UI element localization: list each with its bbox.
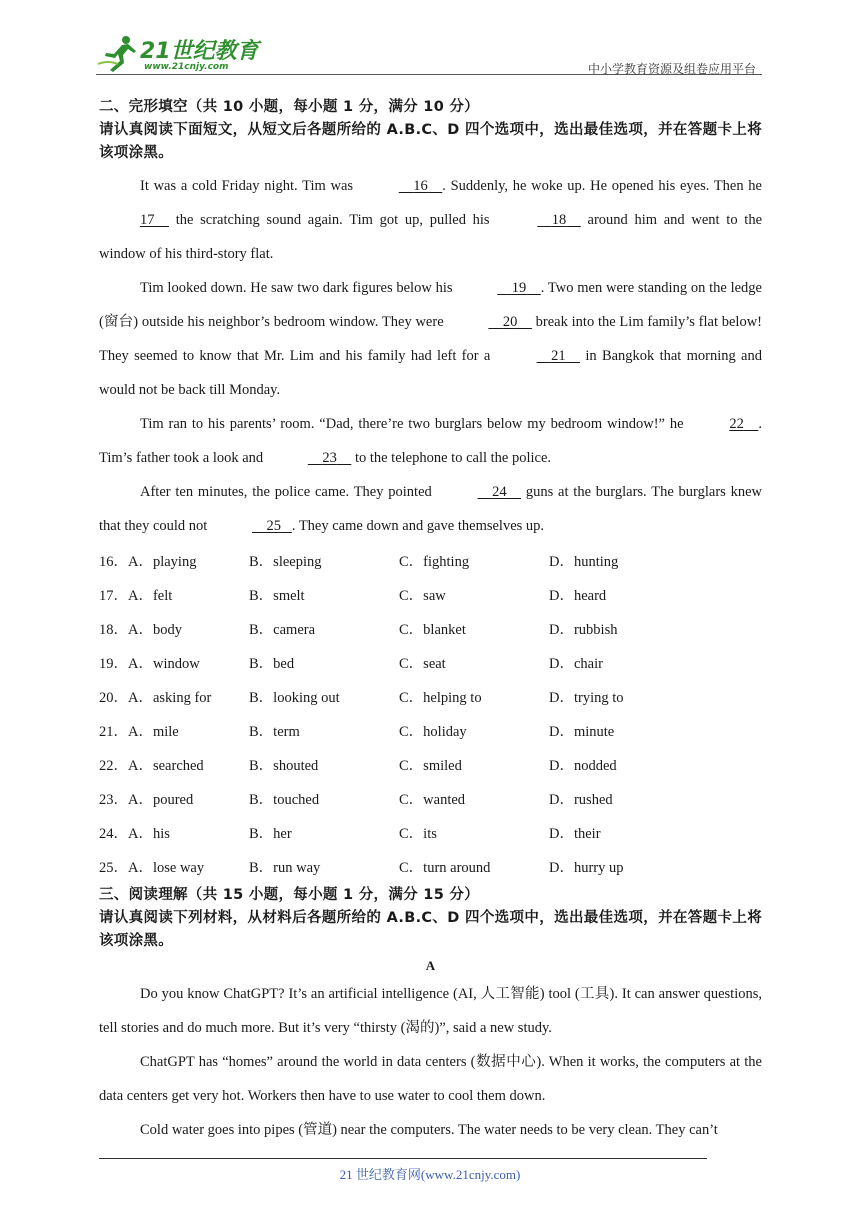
reading-paragraph-3: Cold water goes into pipes (管道) near the computers. The water needs to be very clean. They can’t <box>140 1122 718 1138</box>
option-b: B．run way <box>249 859 321 876</box>
option-b: B．touched <box>249 791 320 808</box>
exam-content <box>99 95 762 1147</box>
blank-number: 16 <box>413 178 428 194</box>
text-run: guns at the burglars. The burglars knew that they could not <box>99 484 762 534</box>
text-run: Tim looked down. He saw two dark figures below his <box>140 280 457 296</box>
answer-options <box>99 543 762 883</box>
option-a: 21．A．mile <box>99 723 179 740</box>
text-run: . They came down and gave themselves up. <box>291 518 545 534</box>
option-d: D．chair <box>549 655 603 672</box>
blank-21 <box>496 339 581 373</box>
text-run: It was a cold Friday night. Tim was <box>140 178 358 194</box>
option-c: C．holiday <box>399 723 467 740</box>
section3-title: 三、阅读理解（共 15 小题，每小题 1 分，满分 15 分） <box>99 887 480 903</box>
blank-22 <box>688 407 758 441</box>
option-row <box>99 713 762 747</box>
option-c: C．fighting <box>399 553 470 570</box>
blank-number: 17 <box>140 212 155 228</box>
option-a: 24．A．his <box>99 825 170 842</box>
option-c: C．wanted <box>399 791 466 808</box>
option-d: D．rubbish <box>549 621 618 638</box>
text-run: in Bangkok that morning and would not be back till Monday. <box>99 348 762 398</box>
blank-number: 23 <box>322 450 337 466</box>
section3-instruction: 请认真阅读下列材料，从材料后各题所给的 A.B.C、D 四个选项中，选出最佳选项，并在答题卡上将该项涂黑。 <box>99 910 762 949</box>
option-c: C．turn around <box>399 859 491 876</box>
text-run: to the telephone to call the police. <box>351 450 552 466</box>
blank-number: 20 <box>502 314 518 330</box>
text-run: . Tim’s father took a look and <box>99 416 762 466</box>
option-row <box>99 577 762 611</box>
option-a: 17．A．felt <box>99 587 173 604</box>
option-row <box>99 815 762 849</box>
option-d: D．heard <box>549 587 607 604</box>
option-row <box>99 849 762 883</box>
option-d: D．their <box>549 825 601 842</box>
option-row <box>99 781 762 815</box>
cloze-paragraph-4 <box>99 475 762 543</box>
option-a: 20．A．asking for <box>99 689 212 706</box>
option-c: C．saw <box>399 587 446 604</box>
option-c: C．helping to <box>399 689 482 706</box>
option-d: D．hurry up <box>549 859 624 876</box>
option-d: D．nodded <box>549 757 617 774</box>
option-row <box>99 747 762 781</box>
option-b: B．her <box>249 825 292 842</box>
blank-17 <box>99 203 169 237</box>
option-row <box>99 679 762 713</box>
cloze-paragraph-3 <box>99 407 762 475</box>
text-run: Tim ran to his parents’ room. “Dad, there’re two burglars below my bedroom window!” he <box>140 416 689 432</box>
blank-number: 24 <box>492 484 507 500</box>
option-b: B．smelt <box>249 587 305 604</box>
blank-number: 18 <box>551 212 567 228</box>
text-run: break into the Lim family’s flat below! They seemed to know that Mr. Lim and his family had left for a <box>99 314 762 364</box>
site-logo <box>96 34 266 76</box>
blank-25 <box>211 509 292 543</box>
page-header <box>96 28 762 78</box>
footer-divider <box>99 1158 707 1159</box>
logo-url: www.21cnjy.com <box>144 62 229 72</box>
blank-number: 19 <box>511 280 527 296</box>
option-b: B．camera <box>249 621 316 638</box>
option-c: C．seat <box>399 655 446 672</box>
option-d: D．rushed <box>549 791 613 808</box>
blank-number: 21 <box>551 348 566 364</box>
logo-text: 21世纪教育 <box>140 39 259 64</box>
section2-title: 二、完形填空（共 10 小题，每小题 1 分，满分 10 分） <box>99 99 480 115</box>
option-row <box>99 543 762 577</box>
option-b: B．bed <box>249 655 295 672</box>
option-a: 18．A．body <box>99 621 182 638</box>
cloze-paragraph-1 <box>99 169 762 271</box>
option-c: C．blanket <box>399 621 466 638</box>
blank-20 <box>447 305 532 339</box>
passage-label: A <box>425 958 436 973</box>
page-footer: 21 世纪教育网(www.21cnjy.com) <box>339 1167 521 1182</box>
text-run: After ten minutes, the police came. They pointed <box>140 484 437 500</box>
blank-18 <box>496 203 581 237</box>
option-b: B．sleeping <box>249 553 322 570</box>
text-run: . Two men were standing on the ledge (窗台) outside his neighbor’s bedroom window. They were <box>99 280 762 330</box>
header-tagline: 中小学教育资源及组卷应用平台 <box>587 62 756 76</box>
blank-number: 22 <box>729 416 744 432</box>
option-d: D．minute <box>549 723 615 740</box>
option-c: C．its <box>399 825 437 842</box>
option-a: 25．A．lose way <box>99 859 205 876</box>
reading-paragraph-1: Do you know ChatGPT? It’s an artificial intelligence (AI, 人工智能) tool (工具). It can answer questions, tell stories and do much more. But it’s very “thirsty (渴的)”, said a new study. <box>99 986 762 1036</box>
text-run: the scratching sound again. Tim got up, pulled his <box>169 212 497 228</box>
blank-number: 25 <box>266 518 281 534</box>
header-divider <box>96 74 762 75</box>
option-b: B．term <box>249 723 300 740</box>
blank-16 <box>358 169 443 203</box>
option-row <box>99 611 762 645</box>
reading-paragraph-2: ChatGPT has “homes” around the world in data centers (数据中心). When it works, the computers at the data centers get very hot. Workers then have to use water to cool them down. <box>99 1054 762 1104</box>
blank-19 <box>456 271 541 305</box>
cloze-paragraph-2 <box>99 271 762 407</box>
option-d: D．trying to <box>549 689 624 706</box>
runner-logo-icon <box>96 34 140 74</box>
text-run: around him and went to the window of his third-story flat. <box>99 212 762 262</box>
text-run: . Suddenly, he woke up. He opened his eyes. Then he <box>442 178 762 194</box>
section2-instruction: 请认真阅读下面短文，从短文后各题所给的 A.B.C、D 四个选项中，选出最佳选项，并在答题卡上将该项涂黑。 <box>99 122 762 161</box>
blank-24 <box>437 475 522 509</box>
option-d: D．hunting <box>549 553 619 570</box>
option-a: 16．A．playing <box>99 553 197 570</box>
option-b: B．shouted <box>249 757 319 774</box>
option-c: C．smiled <box>399 757 462 774</box>
option-a: 19．A．window <box>99 655 200 672</box>
option-a: 23．A．poured <box>99 791 194 808</box>
blank-23 <box>267 441 352 475</box>
option-a: 22．A．searched <box>99 757 204 774</box>
option-b: B．looking out <box>249 689 340 706</box>
option-row <box>99 645 762 679</box>
